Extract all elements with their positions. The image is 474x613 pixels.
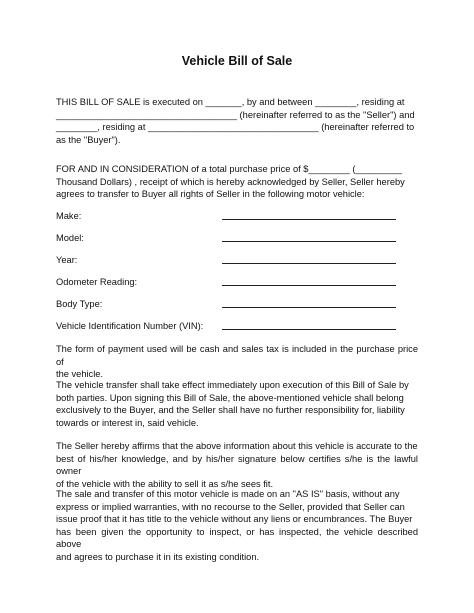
as-is-line: express or implied warranties, with no recourse to the Seller, provided that Seller can	[56, 501, 405, 512]
as-is-line: The sale and transfer of this motor vehicle is made on an "AS IS" basis, without any	[56, 489, 400, 499]
transfer-line: both parties. Upon signing this Bill of Sale, the above-mentioned vehicle shall belong	[56, 392, 404, 403]
document-title: Vehicle Bill of Sale	[181, 54, 293, 68]
field-vin	[56, 321, 418, 335]
field-odometer-reading	[56, 277, 418, 291]
field-make	[56, 211, 418, 225]
as-is-line: issue proof that it has title to the vehicle without any liens or encumbrances. The Buyer	[56, 514, 413, 525]
affirmation-line: The Seller hereby affirms that the above information about this vehicle is accurate to the	[56, 441, 418, 451]
transfer-line: towards or interest in, said vehicle.	[56, 417, 199, 428]
as-is-paragraph	[56, 488, 418, 564]
intro-line: THIS BILL OF SALE is executed on _______, by and between ________, residing at	[56, 97, 405, 107]
vin-blank-line[interactable]	[222, 329, 396, 330]
transfer-line: exclusively to the Buyer, and the Seller shall have no further responsibility for, liability	[56, 405, 405, 416]
as-is-line: and agrees to purchase it in its existing condition.	[56, 551, 260, 562]
consideration-paragraph	[56, 163, 418, 201]
odometer-blank-line[interactable]	[222, 285, 396, 286]
field-label: Make:	[56, 211, 82, 221]
consideration-line: Thousand Dollars) , receipt of which is hereby acknowledged by Seller, Seller hereby	[56, 176, 405, 187]
payment-line: The form of payment used will be cash and sales tax is included in the purchase price of	[56, 344, 418, 367]
payment-paragraph	[56, 343, 418, 381]
model-blank-line[interactable]	[222, 241, 396, 242]
consideration-line: FOR AND IN CONSIDERATION of a total purchase price of $________ (_________	[56, 164, 403, 174]
field-label: Odometer Reading:	[56, 277, 138, 287]
transfer-line: The vehicle transfer shall take effect immediately upon execution of this Bill of Sale by	[56, 380, 409, 390]
make-blank-line[interactable]	[222, 219, 396, 220]
field-body-type	[56, 299, 418, 313]
field-label: Model:	[56, 233, 84, 243]
field-year	[56, 255, 418, 269]
affirmation-line: of the vehicle with the ability to sell it as s/he sees fit.	[56, 478, 274, 489]
field-label: Year:	[56, 255, 78, 265]
body-type-blank-line[interactable]	[222, 307, 396, 308]
intro-line: ___________________________________ (hereinafter referred to as the "Seller") and	[56, 109, 415, 120]
field-label: Body Type:	[56, 299, 103, 309]
transfer-paragraph	[56, 379, 418, 429]
year-blank-line[interactable]	[222, 263, 396, 264]
affirmation-paragraph	[56, 440, 418, 490]
payment-line: the vehicle.	[56, 369, 104, 380]
consideration-line: agrees to transfer to Buyer all rights of Seller in the following motor vehicle:	[56, 189, 365, 200]
field-label: Vehicle Identification Number (VIN):	[56, 321, 204, 331]
as-is-line: has been given the opportunity to inspect, or has inspected, the vehicle described above	[56, 526, 418, 550]
intro-line: as the "Buyer").	[56, 134, 121, 145]
affirmation-line: best of his/her knowledge, and by his/her signature below certifies s/he is the lawful owner	[56, 453, 418, 477]
field-model	[56, 233, 418, 247]
intro-paragraph	[56, 96, 418, 146]
intro-line: ________, residing at _________________________________ (hereinafter referred to	[56, 122, 415, 133]
